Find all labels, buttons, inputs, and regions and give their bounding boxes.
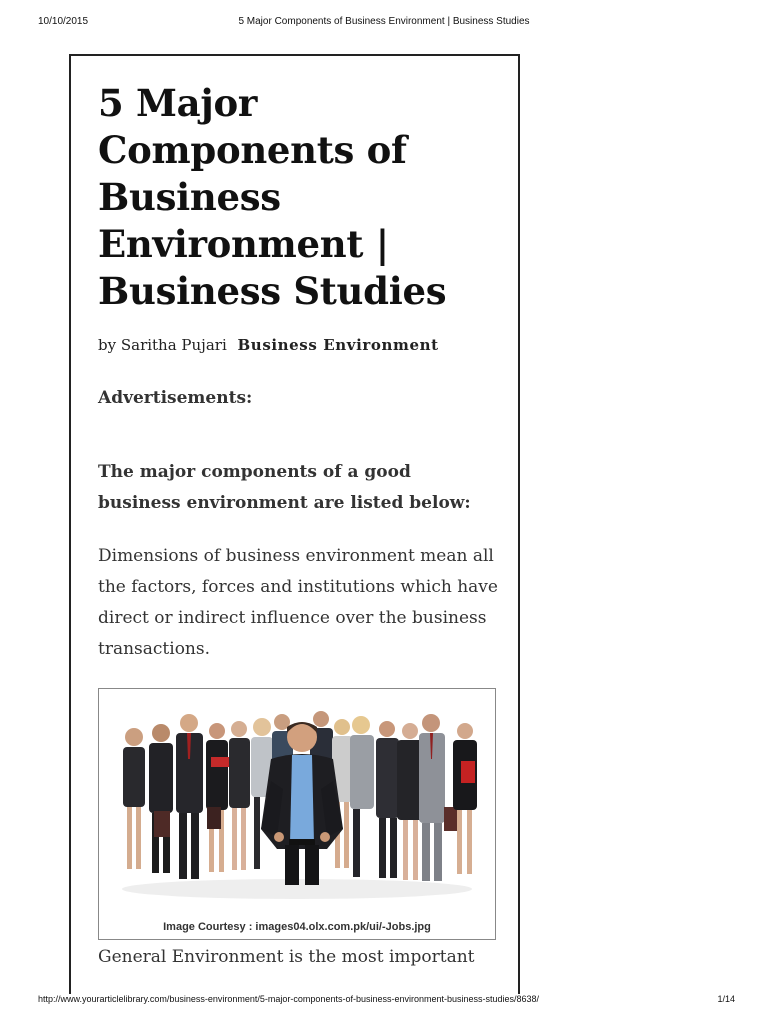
article-page [69, 54, 520, 994]
figure-caption: Image Courtesy : images04.olx.com.pk/ui/-Jobs.jpg [163, 921, 431, 933]
byline-author[interactable]: by Saritha Pujari [98, 336, 227, 354]
print-date: 10/10/2015 [38, 16, 89, 27]
page-number: 1/14 [717, 994, 735, 1004]
advertisements-label: Advertisements: [98, 388, 253, 408]
print-url: http://www.yourarticlelibrary.com/business-environment/5-major-components-of-business-environment-business-studies/8638/ [38, 994, 540, 1004]
lead-paragraph: The major components of a good business environment are listed below: [98, 462, 471, 513]
continued-paragraph: General Environment is the most important [98, 947, 475, 967]
print-title: 5 Major Components of Business Environment | Business Studies [238, 16, 530, 27]
business-people-group-image [99, 689, 495, 939]
article-title: 5 Major Components of Business Environment | Business Studies [98, 81, 447, 313]
body-paragraph: Dimensions of business environment mean all the factors, forces and institutions which have direct or indirect influence over the business transactions. [98, 546, 498, 659]
article-figure [98, 688, 496, 940]
byline [98, 336, 439, 354]
byline-category-link[interactable]: Business Environment [237, 336, 439, 354]
print-footer [0, 994, 768, 1008]
print-header [0, 16, 768, 30]
